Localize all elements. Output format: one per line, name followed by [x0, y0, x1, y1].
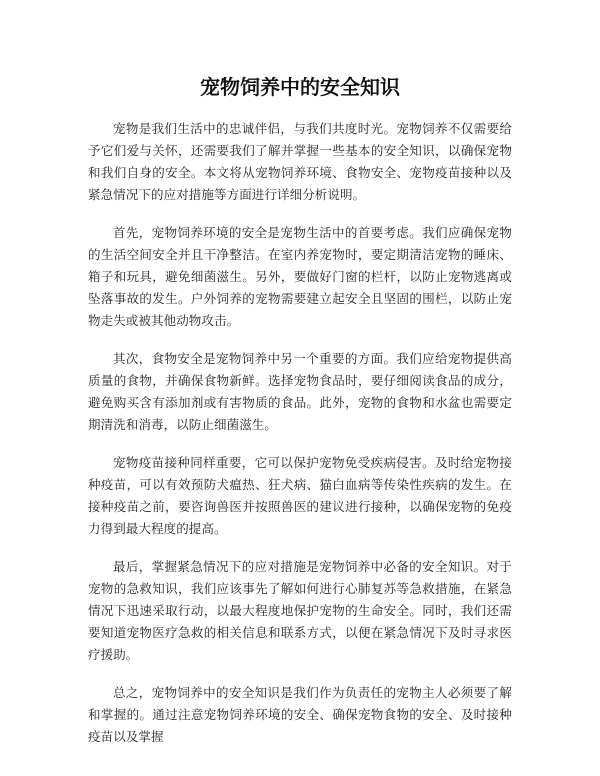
paragraph-food-safety: 其次，食物安全是宠物饲养中另一个重要的方面。我们应给宠物提供高质量的食物，并确保食物新鲜。选择宠物食品时，要仔细阅读食品的成分，避免购买含有添加剂或有害物质的食品。此外，宠物的食物和水盆也需要定期清洗和消毒，以防止细菌滋生。 — [88, 351, 512, 432]
document-body — [88, 118, 512, 764]
paragraph-conclusion: 总之，宠物饲养中的安全知识是我们作为负责任的宠物主人必须要了解和掌握的。通过注意宠物饲养环境的安全、确保宠物食物的安全、及时接种疫苗以及掌握 — [88, 685, 512, 744]
paragraph-intro: 宠物是我们生活中的忠诚伴侣，与我们共度时光。宠物饲养不仅需要给予它们爱与关怀，还需要我们了解并掌握一些基本的安全知识，以确保宠物和我们自身的安全。本文将从宠物饲养环境、食物安全、宠物疫苗接种以及紧急情况下的应对措施等方面进行详细分析说明。 — [88, 121, 512, 202]
paragraph-vaccination: 宠物疫苗接种同样重要，它可以保护宠物免受疾病侵害。及时给宠物接种疫苗，可以有效预防犬瘟热、狂犬病、猫白血病等传染性疾病的发生。在接种疫苗之前，要咨询兽医并按照兽医的建议进行接种，以确保宠物的免疫力得到最大程度的提高。 — [88, 455, 512, 536]
paragraph-environment: 首先，宠物饲养环境的安全是宠物生活中的首要考虑。我们应确保宠物的生活空间安全并且干净整洁。在室内养宠物时，要定期清洁宠物的睡床、箱子和玩具，避免细菌滋生。另外，要做好门窗的栏杆，以防止宠物逃离或坠落事故的发生。户外饲养的宠物需要建立起安全且坚固的围栏，以防止宠物走失或被其他动物攻击。 — [88, 225, 512, 328]
page-title: 宠物饲养中的安全知识 — [200, 75, 400, 99]
paragraph-emergency: 最后，掌握紧急情况下的应对措施是宠物饲养中必备的安全知识。对于宠物的急救知识，我们应该事先了解如何进行心肺复苏等急救措施，在紧急情况下迅速采取行动，以最大程度地保护宠物的生命安全。同时，我们还需要知道宠物医疗急救的相关信息和联系方式，以便在紧急情况下及时寻求医疗援助。 — [88, 559, 512, 662]
